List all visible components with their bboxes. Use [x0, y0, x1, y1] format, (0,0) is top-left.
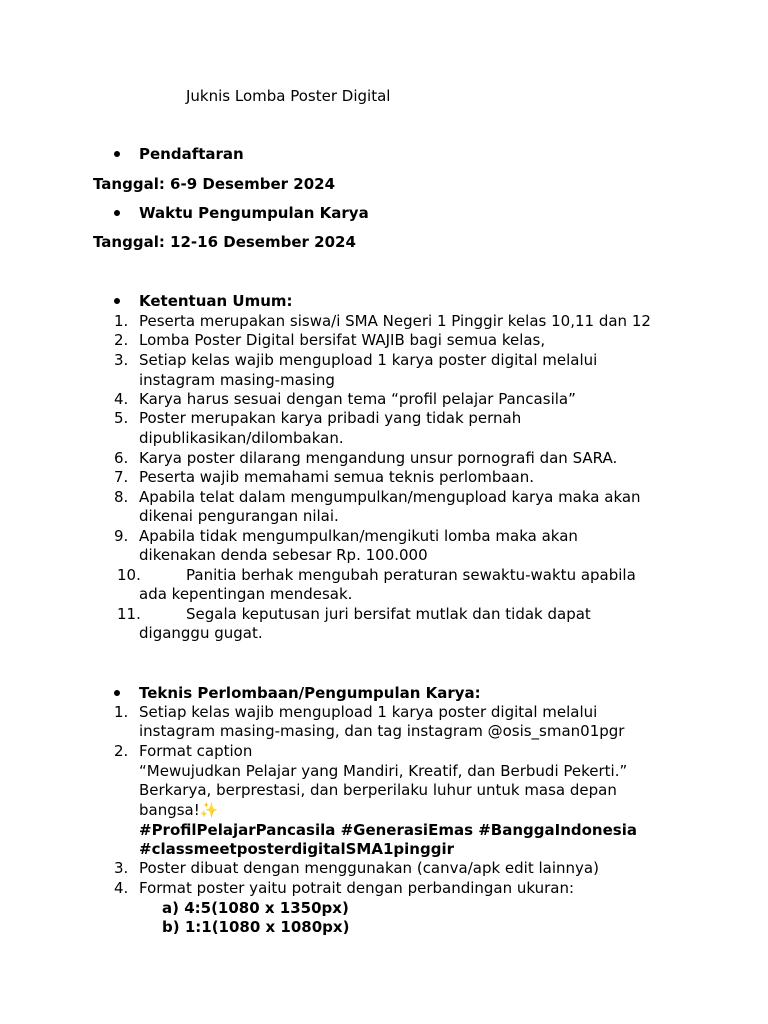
list-item-number: 7.	[114, 468, 129, 486]
teknis-heading: Teknis Perlombaan/Pengumpulan Karya:	[139, 684, 481, 702]
list-item-text: Poster dibuat dengan menggunakan (canva/apk edit lainnya)	[139, 859, 599, 877]
list-item-number: 6.	[114, 449, 129, 467]
list-item-number: 1.	[114, 703, 129, 721]
list-item-number: 8.	[114, 488, 129, 506]
bullet-icon	[114, 210, 120, 216]
list-item-text: Karya poster dilarang mengandung unsur pornografi dan SARA.	[139, 449, 618, 467]
list-item-number: 3.	[114, 859, 129, 877]
pendaftaran-heading: Pendaftaran	[139, 145, 244, 163]
caption-label: Format caption	[139, 742, 253, 760]
caption-text: Berkarya, berprestasi, dan berperilaku luhur untuk masa depan	[139, 781, 617, 799]
hashtag-text: #classmeetposterdigitalSMA1pinggir	[139, 840, 454, 858]
list-item-number: 2.	[114, 742, 129, 760]
list-item-text: Peserta wajib memahami semua teknis perlombaan.	[139, 468, 534, 486]
list-item-text: Peserta merupakan siswa/i SMA Negeri 1 Pinggir kelas 10,11 dan 12	[139, 312, 651, 330]
list-item-number: 3.	[114, 351, 129, 369]
list-item-text: Setiap kelas wajib mengupload 1 karya poster digital melalui	[139, 351, 598, 369]
list-item-text: Panitia berhak mengubah peraturan sewaktu-waktu apabila	[186, 566, 636, 584]
list-item-text: instagram masing-masing	[139, 371, 335, 389]
bullet-icon	[114, 298, 120, 304]
list-item-number: 10.	[117, 566, 141, 584]
list-item-number: 2.	[114, 331, 129, 349]
pengumpulan-heading: Waktu Pengumpulan Karya	[139, 204, 369, 222]
list-item-number: 9.	[114, 527, 129, 545]
list-item-text: Setiap kelas wajib mengupload 1 karya poster digital melalui	[139, 703, 598, 721]
list-item-text: diganggu gugat.	[139, 624, 263, 642]
list-item-number: 5.	[114, 409, 129, 427]
list-item-number: 4.	[114, 879, 129, 897]
caption-text: “Mewujudkan Pelajar yang Mandiri, Kreatif, dan Berbudi Pekerti.”	[139, 762, 628, 780]
list-item-text: Apabila telat dalam mengumpulkan/mengupload karya maka akan	[139, 488, 641, 506]
list-item-number: 1.	[114, 312, 129, 330]
list-item-text: Segala keputusan juri bersifat mutlak dan tidak dapat	[186, 605, 591, 623]
pengumpulan-date: Tanggal: 12-16 Desember 2024	[93, 233, 356, 251]
document-title: Juknis Lomba Poster Digital	[186, 87, 391, 105]
list-item-text: dikenakan denda sebesar Rp. 100.000	[139, 546, 428, 564]
list-item-number: 11.	[117, 605, 141, 623]
list-item-text: dikenai pengurangan nilai.	[139, 507, 339, 525]
list-item-number: 4.	[114, 390, 129, 408]
ketentuan-heading: Ketentuan Umum:	[139, 292, 293, 310]
list-item-text: dipublikasikan/dilombakan.	[139, 429, 344, 447]
list-item-text: Karya harus sesuai dengan tema “profil pelajar Pancasila”	[139, 390, 576, 408]
list-item-text: Poster merupakan karya pribadi yang tidak pernah	[139, 409, 522, 427]
pendaftaran-date: Tanggal: 6-9 Desember 2024	[93, 175, 336, 193]
poster-size-option: a) 4:5(1080 x 1350px)	[162, 899, 349, 917]
bullet-icon	[114, 151, 120, 157]
caption-text: bangsa!✨	[139, 801, 219, 819]
list-item-text: Lomba Poster Digital bersifat WAJIB bagi semua kelas,	[139, 331, 546, 349]
list-item-text: instagram masing-masing, dan tag instagram @osis_sman01pgr	[139, 722, 625, 740]
bullet-icon	[114, 690, 120, 696]
list-item-text: Apabila tidak mengumpulkan/mengikuti lomba maka akan	[139, 527, 578, 545]
list-item-text: ada kepentingan mendesak.	[139, 585, 353, 603]
poster-size-option: b) 1:1(1080 x 1080px)	[162, 918, 350, 936]
hashtag-text: #ProfilPelajarPancasila #GenerasiEmas #BanggaIndonesia	[139, 821, 637, 839]
list-item-text: Format poster yaitu potrait dengan perbandingan ukuran:	[139, 879, 575, 897]
